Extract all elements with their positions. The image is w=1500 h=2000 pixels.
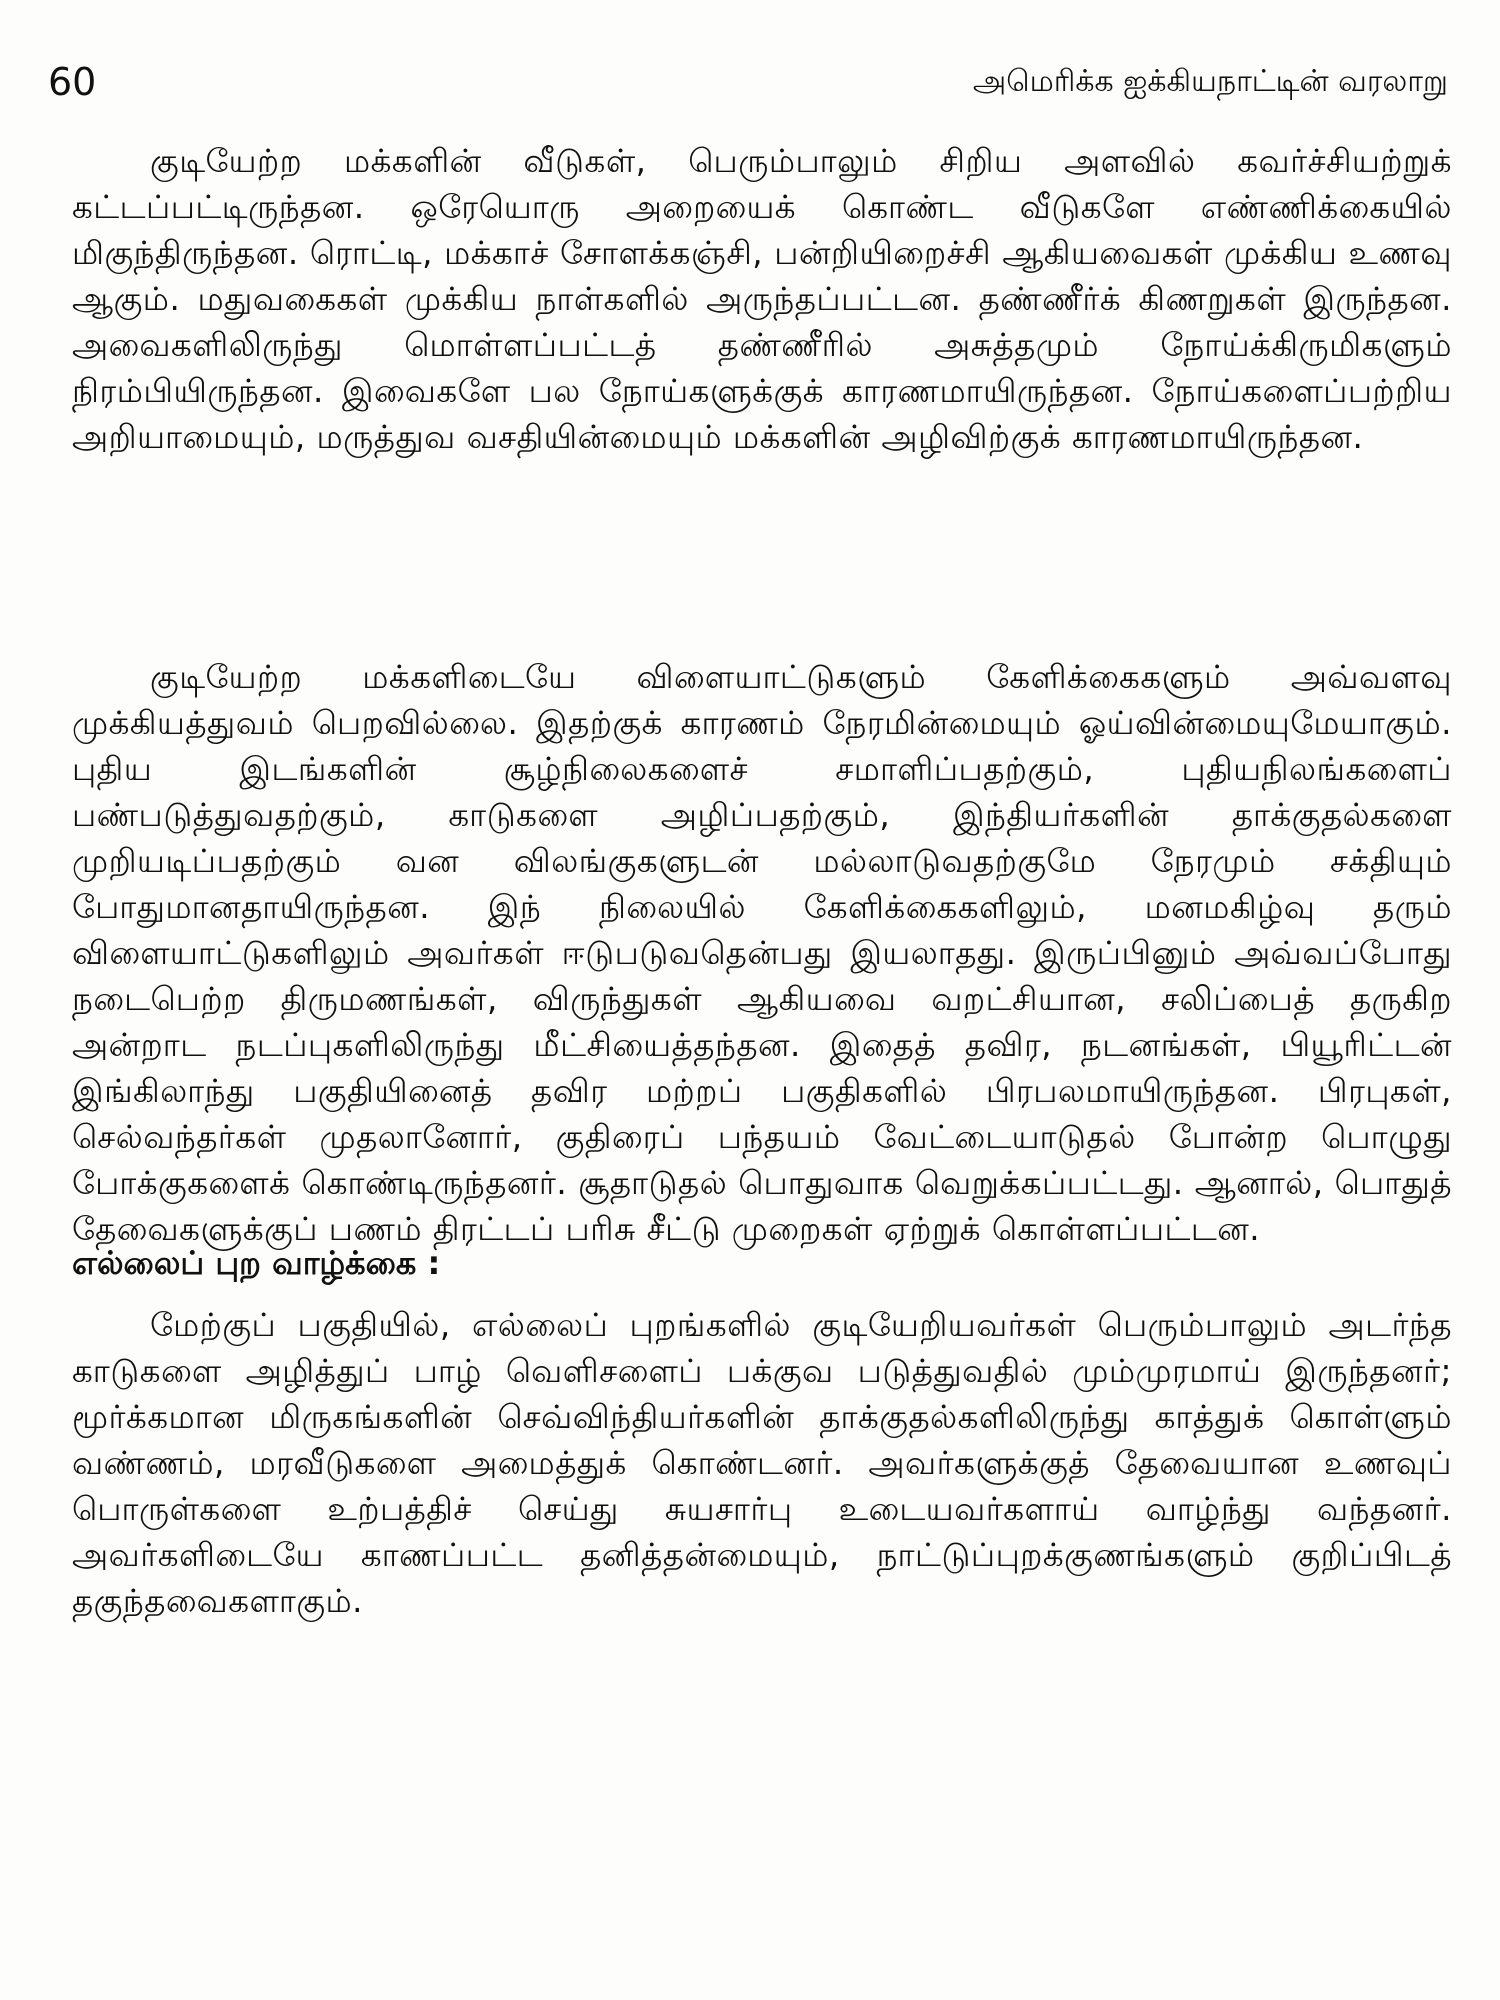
running-head: அமெரிக்க ஐக்கியநாட்டின் வரலாறு [972,64,1448,99]
paragraph-recreation: குடியேற்ற மக்களிடையே விளையாட்டுகளும் கேளிக்கைகளும் அவ்வளவு முக்கியத்துவம் பெறவில்லை. இதற்குக் காரணம் நேரமின்மையும் ஓய்வின்மையுமேயாகும். புதிய இடங்களின் சூழ்நிலைகளைச் சமாளிப்பதற்கும், புதியநிலங்களைப் பண்படுத்துவதற்கும், காடுகளை அழிப்பதற்கும், இந்தியர்களின் தாக்குதல்களை முறியடிப்பதற்கும் வன விலங்குகளுடன் மல்லாடுவதற்குமே நேரமும் சக்தியும் போதுமானதாயிருந்தன. இந் நிலையில் கேளிக்கைகளிலும், மனமகிழ்வு தரும் விளையாட்டுகளிலும் அவர்கள் ஈடுபடுவதென்பது இயலாதது. இருப்பினும் அவ்வப்போது நடைபெற்ற திருமணங்கள், விருந்துகள் ஆகியவை வறட்சியான, சலிப்பைத் தருகிற அன்றாட நடப்புகளிலிருந்து மீட்சியைத்தந்தன. இதைத் தவிர, நடனங்கள், பியூரிட்டன் இங்கிலாந்து பகுதியினைத் தவிர மற்றப் பகுதிகளில் பிரபலமாயிருந்தன. பிரபுகள், செல்வந்தர்கள் முதலானோர், குதிரைப் பந்தயம் வேட்டையாடுதல் போன்ற பொழுது போக்குகளைக் கொண்டிருந்தனர். சூதாடுதல் பொதுவாக வெறுக்கப்பட்டது. ஆனால், பொதுத் தேவைகளுக்குப் பணம் திரட்டப் பரிசு சீட்டு முறைகள் ஏற்றுக் கொள்ளப்பட்டன. [72,658,1452,1248]
page-header [48,54,1448,114]
paragraph-frontier-life: மேற்குப் பகுதியில், எல்லைப் புறங்களில் குடியேறியவர்கள் பெரும்பாலும் அடர்ந்த காடுகளை அழித்துப் பாழ் வெளிசளைப் பக்குவ படுத்துவதில் மும்முரமாய் இருந்தனர்; மூர்க்கமான மிருகங்களின் செவ்விந்தியர்களின் தாக்குதல்களிலிருந்து காத்துக் கொள்ளும் வண்ணம், மரவீடுகளை அமைத்துக் கொண்டனர். அவர்களுக்குத் தேவையான உணவுப் பொருள்களை உற்பத்திச் செய்து சுயசார்பு உடையவர்களாய் வாழ்ந்து வந்தனர். அவர்களிடையே காணப்பட்ட தனித்தன்மையும், நாட்டுப்புறக்குணங்களும் குறிப்பிடத் தகுந்தவைகளாகும். [72,1306,1452,1620]
section-heading-frontier-life: எல்லைப் புற வாழ்க்கை : [72,1244,441,1282]
page-number: 60 [48,60,97,104]
paragraph-housing: குடியேற்ற மக்களின் வீடுகள், பெரும்பாலும் சிறிய அளவில் கவர்ச்சியற்றுக் கட்டப்பட்டிருந்தன. ஒரேயொரு அறையைக் கொண்ட வீடுகளே எண்ணிக்கையில் மிகுந்திருந்தன. ரொட்டி, மக்காச் சோளக்கஞ்சி, பன்றியிறைச்சி ஆகியவைகள் முக்கிய உணவு ஆகும். மதுவகைகள் முக்கிய நாள்களில் அருந்தப்பட்டன. தண்ணீர்க் கிணறுகள் இருந்தன. அவைகளிலிருந்து மொள்ளப்பட்டத் தண்ணீரில் அசுத்தமும் நோய்க்கிருமிகளும் நிரம்பியிருந்தன. இவைகளே பல நோய்களுக்குக் காரணமாயிருந்தன. நோய்களைப்பற்றிய அறியாமையும், மருத்துவ வசதியின்மையும் மக்களின் அழிவிற்குக் காரணமாயிருந்தன. [72,142,1452,456]
